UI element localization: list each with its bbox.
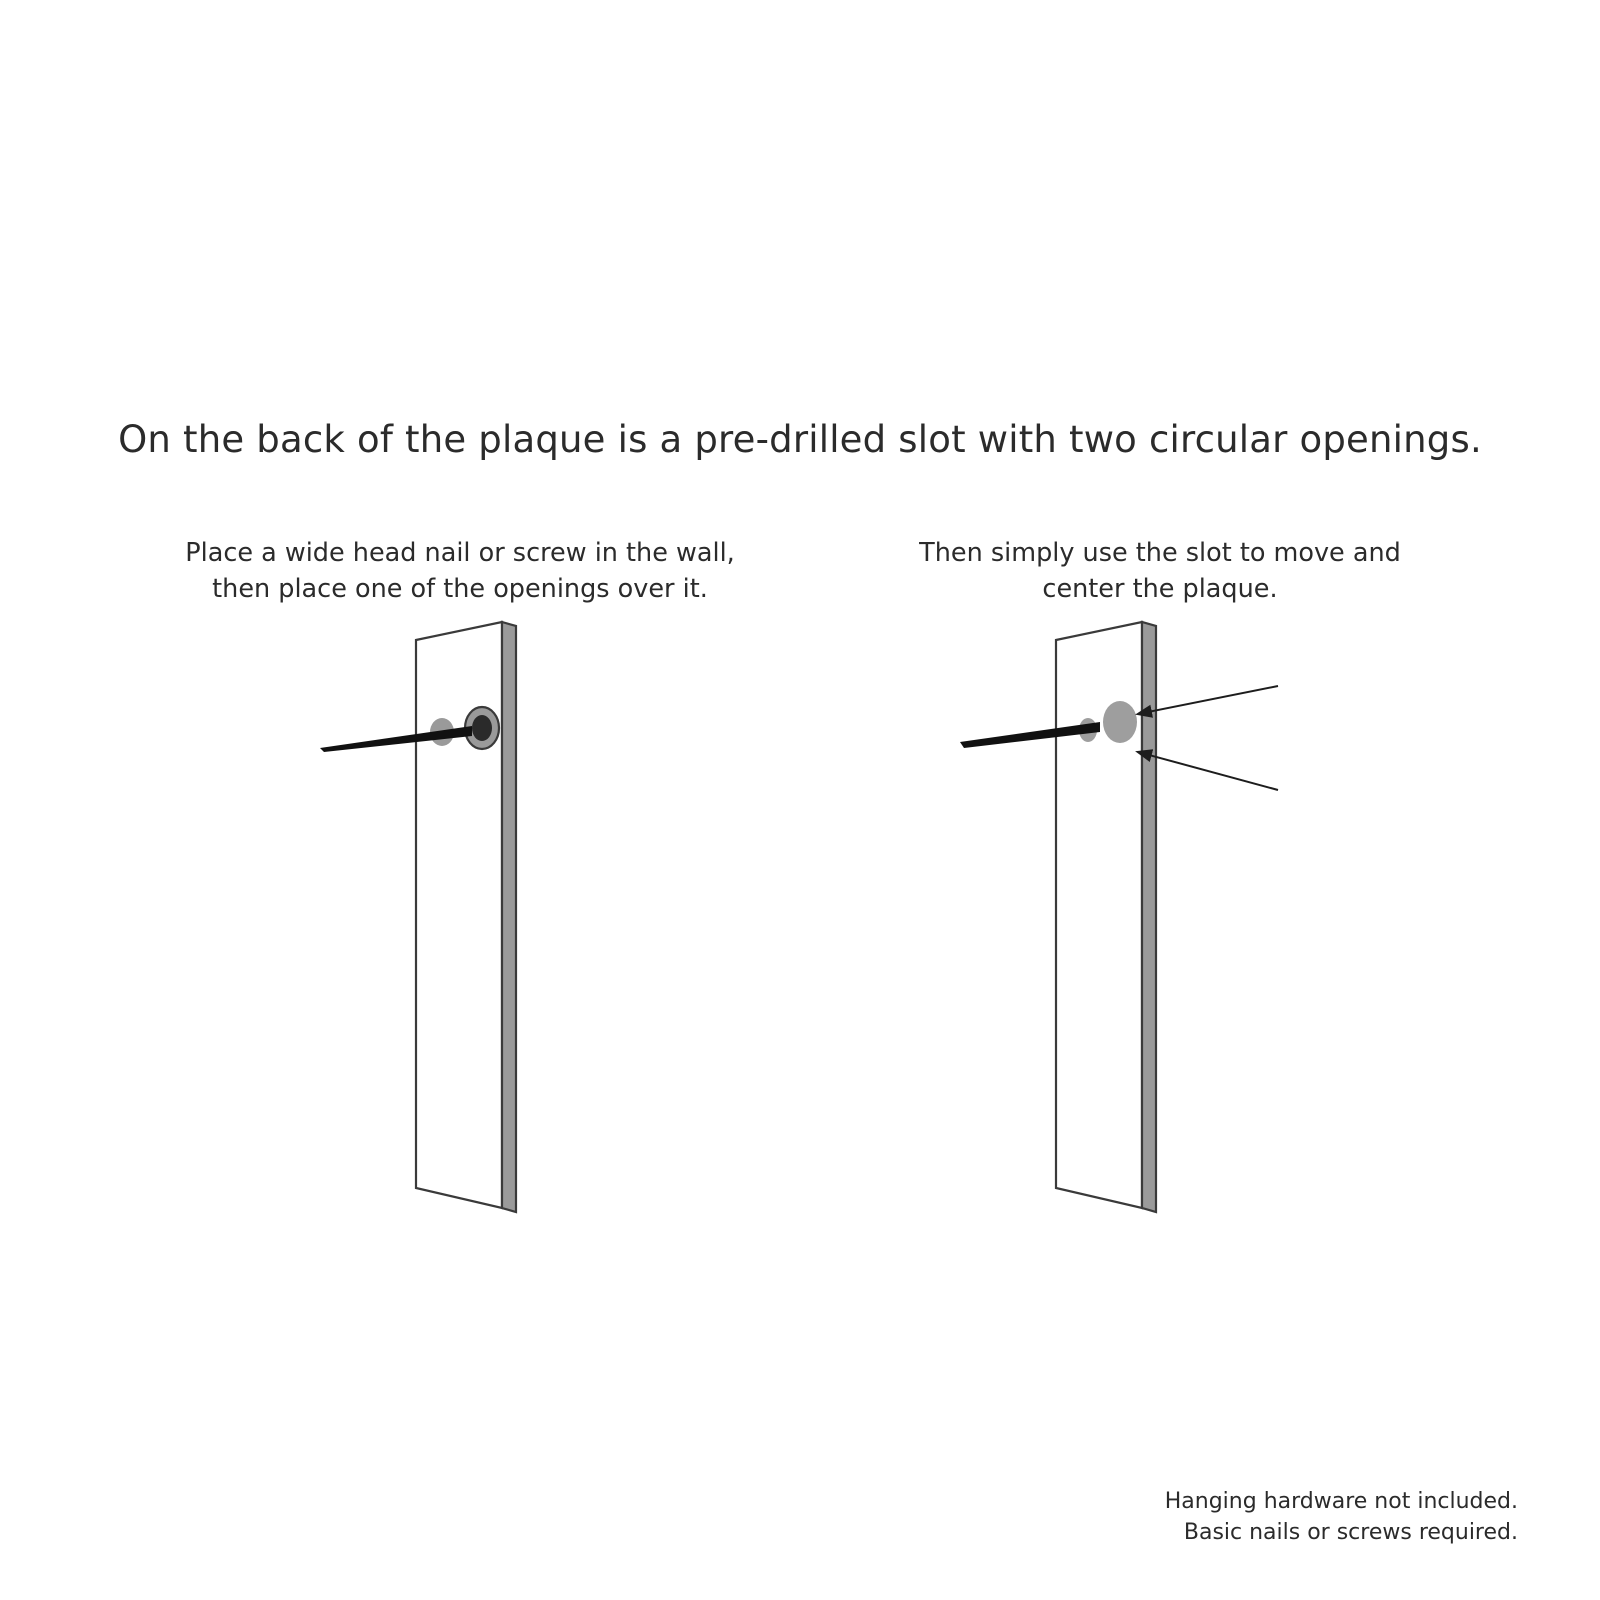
circular-opening-inner xyxy=(472,715,492,741)
step-2-illustration xyxy=(960,600,1320,1240)
footnote-line-2: Basic nails or screws required. xyxy=(1183,1520,1518,1545)
step-2-caption xyxy=(820,535,1500,607)
callout-arrow-bottom xyxy=(1138,752,1278,790)
footnote-line-1: Hanging hardware not included. xyxy=(1164,1489,1518,1514)
plaque-edge xyxy=(502,622,516,1212)
step-1-illustration xyxy=(320,600,680,1240)
footnote xyxy=(1165,1486,1518,1548)
step-2-caption-line-2: center the plaque. xyxy=(1042,574,1278,604)
callout-arrow-top xyxy=(1138,686,1278,714)
step-2-caption-line-1: Then simply use the slot to move and xyxy=(919,538,1401,568)
circular-opening-upper xyxy=(1103,701,1137,743)
page-title: On the back of the plaque is a pre-drilled slot with two circular openings. xyxy=(118,418,1482,461)
step-1-caption-line-2: then place one of the openings over it. xyxy=(212,574,708,604)
step-1-caption xyxy=(110,535,810,607)
step-1-caption-line-1: Place a wide head nail or screw in the wall, xyxy=(185,538,735,568)
